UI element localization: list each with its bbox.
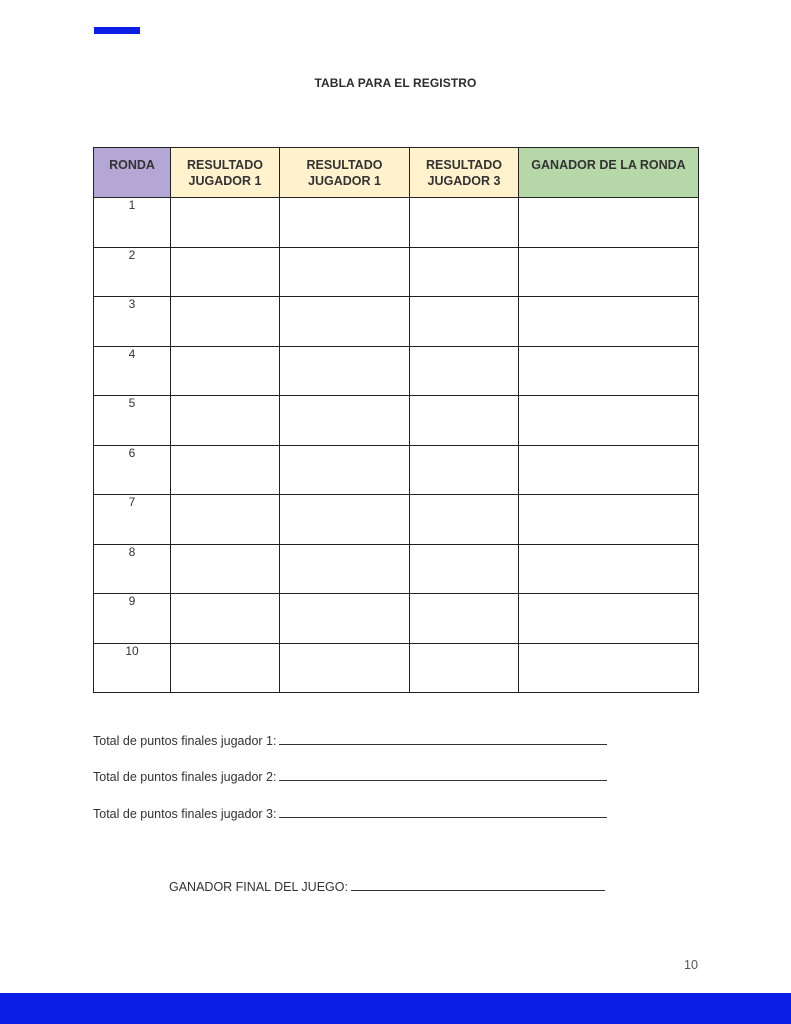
result-player-2-cell[interactable] [280,445,410,495]
result-player-3-cell[interactable] [410,594,519,644]
round-winner-cell[interactable] [519,544,699,594]
total-player-1-label: Total de puntos finales jugador 1: [93,734,277,748]
round-winner-cell[interactable] [519,396,699,446]
table-row [94,445,699,495]
table-row [94,198,699,248]
round-winner-cell[interactable] [519,445,699,495]
result-player-1-cell[interactable] [171,643,280,693]
table-header-row [94,148,699,198]
result-player-1-cell[interactable] [171,247,280,297]
final-winner [169,878,605,894]
round-number: 3 [94,297,171,347]
round-number: 8 [94,544,171,594]
table-row [94,594,699,644]
result-player-2-cell[interactable] [280,594,410,644]
result-player-2-cell[interactable] [280,247,410,297]
round-number: 7 [94,495,171,545]
result-player-2-cell[interactable] [280,346,410,396]
result-player-1-cell[interactable] [171,544,280,594]
register-table [93,147,699,693]
table-row [94,495,699,545]
result-player-3-cell[interactable] [410,198,519,248]
total-player-2 [93,768,607,784]
result-player-2-cell[interactable] [280,544,410,594]
bottom-accent-bar [0,993,791,1024]
page-title: TABLA PARA EL REGISTRO [314,76,477,90]
result-player-1-cell[interactable] [171,594,280,644]
result-player-3-cell[interactable] [410,297,519,347]
result-player-2-cell[interactable] [280,495,410,545]
total-player-1-line[interactable] [279,732,607,745]
round-number: 9 [94,594,171,644]
table-row [94,643,699,693]
result-player-1-cell[interactable] [171,198,280,248]
page-number: 10 [684,958,698,972]
result-player-3-cell[interactable] [410,495,519,545]
final-winner-label: GANADOR FINAL DEL JUEGO: [169,880,348,894]
result-player-2-cell[interactable] [280,643,410,693]
table-row [94,297,699,347]
result-player-3-cell[interactable] [410,643,519,693]
round-winner-cell[interactable] [519,198,699,248]
result-player-2-cell[interactable] [280,297,410,347]
result-player-3-cell[interactable] [410,346,519,396]
total-player-2-line[interactable] [279,768,607,781]
header-result-player-1: RESULTADO JUGADOR 1 [171,148,280,198]
result-player-2-cell[interactable] [280,198,410,248]
round-number: 1 [94,198,171,248]
result-player-2-cell[interactable] [280,396,410,446]
result-player-1-cell[interactable] [171,346,280,396]
total-player-3-line[interactable] [279,805,607,818]
table-row [94,544,699,594]
round-winner-cell[interactable] [519,594,699,644]
round-winner-cell[interactable] [519,643,699,693]
total-player-2-label: Total de puntos finales jugador 2: [93,770,277,784]
result-player-1-cell[interactable] [171,396,280,446]
round-number: 10 [94,643,171,693]
total-player-3 [93,805,607,821]
final-winner-line[interactable] [351,878,605,891]
result-player-1-cell[interactable] [171,495,280,545]
round-number: 5 [94,396,171,446]
total-player-3-label: Total de puntos finales jugador 3: [93,807,277,821]
header-result-player-2: RESULTADO JUGADOR 1 [280,148,410,198]
result-player-3-cell[interactable] [410,445,519,495]
table-row [94,346,699,396]
header-result-player-3: RESULTADO JUGADOR 3 [410,148,519,198]
total-player-1 [93,732,607,748]
table-row [94,247,699,297]
result-player-1-cell[interactable] [171,445,280,495]
round-number: 6 [94,445,171,495]
round-number: 4 [94,346,171,396]
round-number: 2 [94,247,171,297]
result-player-1-cell[interactable] [171,297,280,347]
header-ronda: RONDA [94,148,171,198]
header-round-winner: GANADOR DE LA RONDA [519,148,699,198]
round-winner-cell[interactable] [519,297,699,347]
result-player-3-cell[interactable] [410,544,519,594]
round-winner-cell[interactable] [519,346,699,396]
round-winner-cell[interactable] [519,247,699,297]
result-player-3-cell[interactable] [410,396,519,446]
top-accent-bar [94,27,140,34]
round-winner-cell[interactable] [519,495,699,545]
result-player-3-cell[interactable] [410,247,519,297]
table-row [94,396,699,446]
